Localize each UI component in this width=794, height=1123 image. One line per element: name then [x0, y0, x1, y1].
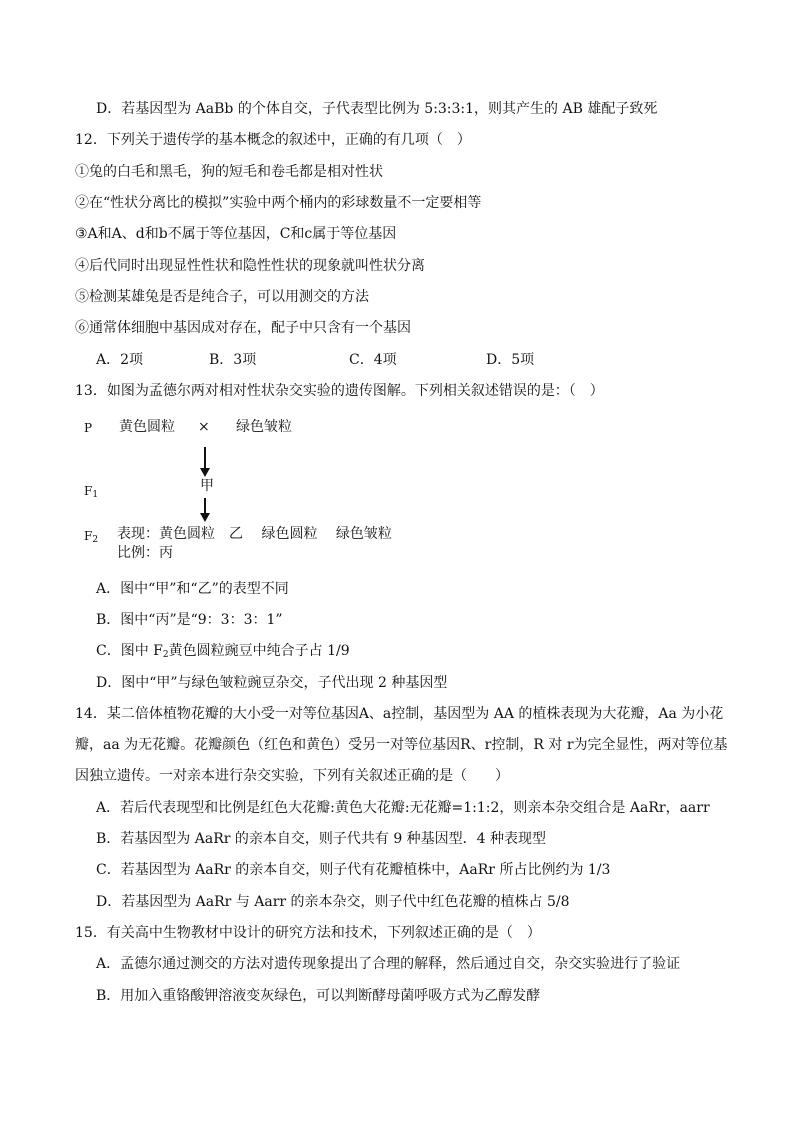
q14-option-b: B．若基因型为 AaRr 的亲本自交，则子代共有 9 种基因型．4 种表现型 — [96, 831, 547, 847]
f2-label — [84, 526, 98, 550]
q12-item-1: ①兔的白毛和黑毛，狗的短毛和卷毛都是相对性状 — [75, 164, 383, 180]
q14-option-d: D．若基因型为 AaRr 与 Aarr 的亲本杂交，则子代中红色花瓣的植株占 5/8 — [96, 894, 570, 910]
q12-item-6: ⑥通常体细胞中基因成对存在，配子中只含有一个基因 — [75, 320, 411, 336]
q13-option-d: D．图中“甲”与绿色皱粒豌豆杂交，子代出现 2 种基因型 — [96, 675, 448, 691]
q14-stem-line-2: 瓣，aa 为无花瓣。花瓣颜色（红色和黄色）受另一对等位基因R、r控制，R 对 r为完全显性，两对等位基 — [75, 737, 728, 753]
parent-yellow-round: 黄色圆粒 — [119, 419, 175, 435]
q15-stem: 15．有关高中生物教材中设计的研究方法和技术，下列叙述正确的是（ ） — [75, 925, 541, 941]
f2-subscript: 2 — [92, 535, 99, 545]
q13-option-c-rest: 黄色圆粒豌豆中纯合子占 1/9 — [168, 643, 350, 659]
f1-value: 甲 — [200, 478, 214, 494]
q13-option-c-subscript: 2 — [162, 650, 169, 660]
q12-stem: 12．下列关于遗传学的基本概念的叙述中，正确的有几项（ ） — [75, 132, 471, 148]
q13-option-c — [96, 641, 350, 665]
q12-option-b: B．3项 — [209, 352, 257, 368]
f1-letter: F — [84, 484, 93, 498]
f2-letter: F — [84, 529, 93, 543]
q13-stem: 13．如图为孟德尔两对相对性状杂交实验的遗传图解。下列相关叙述错误的是：（ ） — [75, 383, 604, 399]
f1-label — [84, 481, 98, 505]
p-generation-label: P — [84, 421, 93, 435]
q14-stem-line-3: 因独立遗传。一对亲本进行杂交实验，下列有关叙述正确的是（ ） — [75, 768, 509, 784]
q15-option-b: B．用加入重铬酸钾溶液变灰绿色，可以判断酵母菌呼吸方式为乙醇发酵 — [96, 988, 541, 1004]
q12-item-5: ⑤检测某雄兔是否是纯合子，可以用测交的方法 — [75, 289, 369, 305]
q12-option-d: D．5项 — [486, 352, 535, 368]
q14-option-c: C．若基因型为 AaRr 的亲本自交，则子代有花瓣植株中，AaRr 所占比例约为 1/3 — [96, 862, 611, 878]
q12-item-4: ④后代同时出现显性性状和隐性性状的现象就叫性状分离 — [75, 258, 425, 274]
f2-phenotype-line: 表现：黄色圆粒 乙 绿色圆粒 绿色皱粒 — [117, 526, 392, 542]
cross-symbol: × — [198, 419, 210, 435]
q12-option-c: C．4项 — [349, 352, 397, 368]
q12-option-a: A．2项 — [96, 352, 144, 368]
q12-item-3: ③A和A、d和b不属于等位基因，C和c属于等位基因 — [75, 226, 397, 242]
q15-option-a: A．孟德尔通过测交的方法对遗传现象提出了合理的解释，然后通过自交，杂交实验进行了验证 — [96, 956, 681, 972]
parent-green-wrinkled: 绿色皱粒 — [236, 419, 292, 435]
arrow-to-f1-icon — [204, 447, 206, 469]
q14-stem-line-1: 14．某二倍体植物花瓣的大小受一对等位基因A、a控制，基因型为 AA 的植株表现为大花瓣，Aa 为小花 — [75, 706, 724, 722]
arrow-to-f2-head-icon — [200, 513, 210, 522]
arrow-to-f2-icon — [204, 498, 206, 514]
q13-option-c-prefix: C．图中 F — [96, 643, 163, 659]
q14-option-a: A．若后代表现型和比例是红色大花瓣:黄色大花瓣:无花瓣=1:1:2，则亲本杂交组合是 AaRr，aarr — [96, 800, 710, 816]
q13-option-a: A．图中“甲”和“乙”的表型不同 — [96, 581, 289, 597]
f2-ratio-line: 比例：丙 — [117, 545, 173, 561]
q13-option-b: B．图中“丙”是“9：3：3：1” — [96, 612, 283, 628]
q12-item-2: ②在“性状分离比的模拟”实验中两个桶内的彩球数量不一定要相等 — [75, 195, 482, 211]
q11-option-d: D．若基因型为 AaBb 的个体自交，子代表型比例为 5:3:3:1，则其产生的 AB 雄配子致死 — [96, 101, 658, 117]
f1-subscript: 1 — [92, 490, 99, 500]
